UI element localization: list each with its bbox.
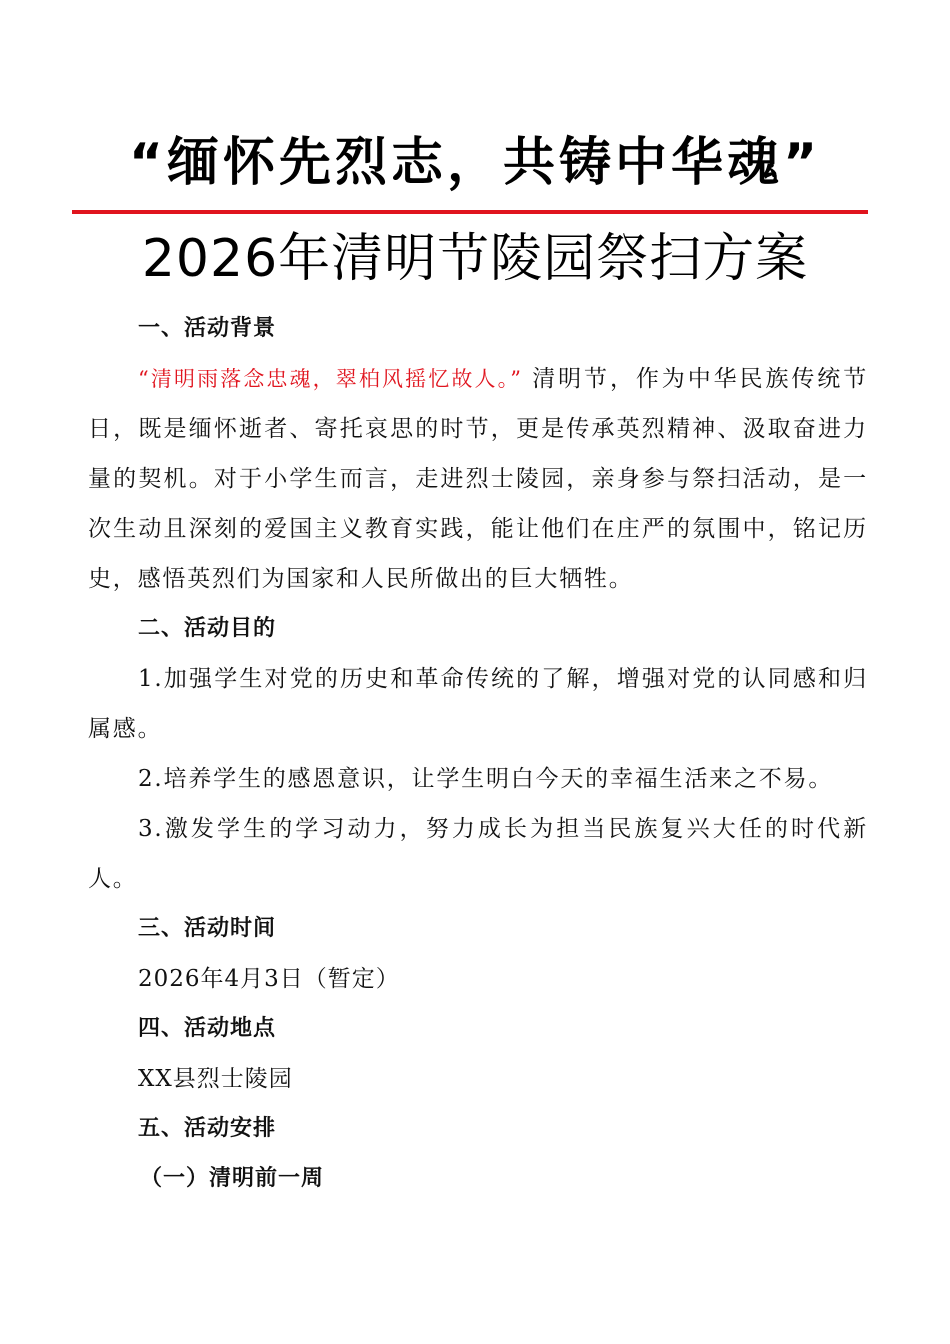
document-body [88,304,868,1204]
arrangement-subheading: （一）清明前一周 [140,1166,325,1191]
purpose-item: 2.培养学生的感恩意识，让学生明白今天的幸福生活来之不易。 [138,766,834,792]
section-heading-background: 一、活动背景 [138,316,277,341]
background-quote: “清明雨落念忠魂，翠柏风摇忆故人。” [138,367,522,391]
section-heading-location: 四、活动地点 [138,1016,277,1041]
section-heading-purpose: 二、活动目的 [138,616,277,641]
purpose-item: 1.加强学生对党的历史和革命传统的了解，增强对党的认同感和归属感。 [88,666,868,742]
purpose-item: 3.激发学生的学习动力，努力成长为担当民族复兴大任的时代新人。 [88,816,868,892]
title-divider [72,210,868,214]
section-heading-arrangement: 五、活动安排 [138,1116,277,1141]
document-subtitle: 2026年清明节陵园祭扫方案 [141,229,809,289]
section-heading-time: 三、活动时间 [138,916,277,941]
background-paragraph [88,354,868,604]
document-title: “缅怀先烈志，共铸中华魂” [128,133,822,193]
activity-location: XX县烈士陵园 [138,1066,293,1092]
background-body: 清明节，作为中华民族传统节日，既是缅怀逝者、寄托哀思的时节，更是传承英烈精神、汲取奋进力量的契机。对于小学生而言，走进烈士陵园，亲身参与祭扫活动，是一次生动且深刻的爱国主义教育实践，能让他们在庄严的氛围中，铭记历史，感悟英烈们为国家和人民所做出的巨大牺牲。 [88,366,868,592]
activity-time: 2026年4月3日（暂定） [138,966,400,992]
